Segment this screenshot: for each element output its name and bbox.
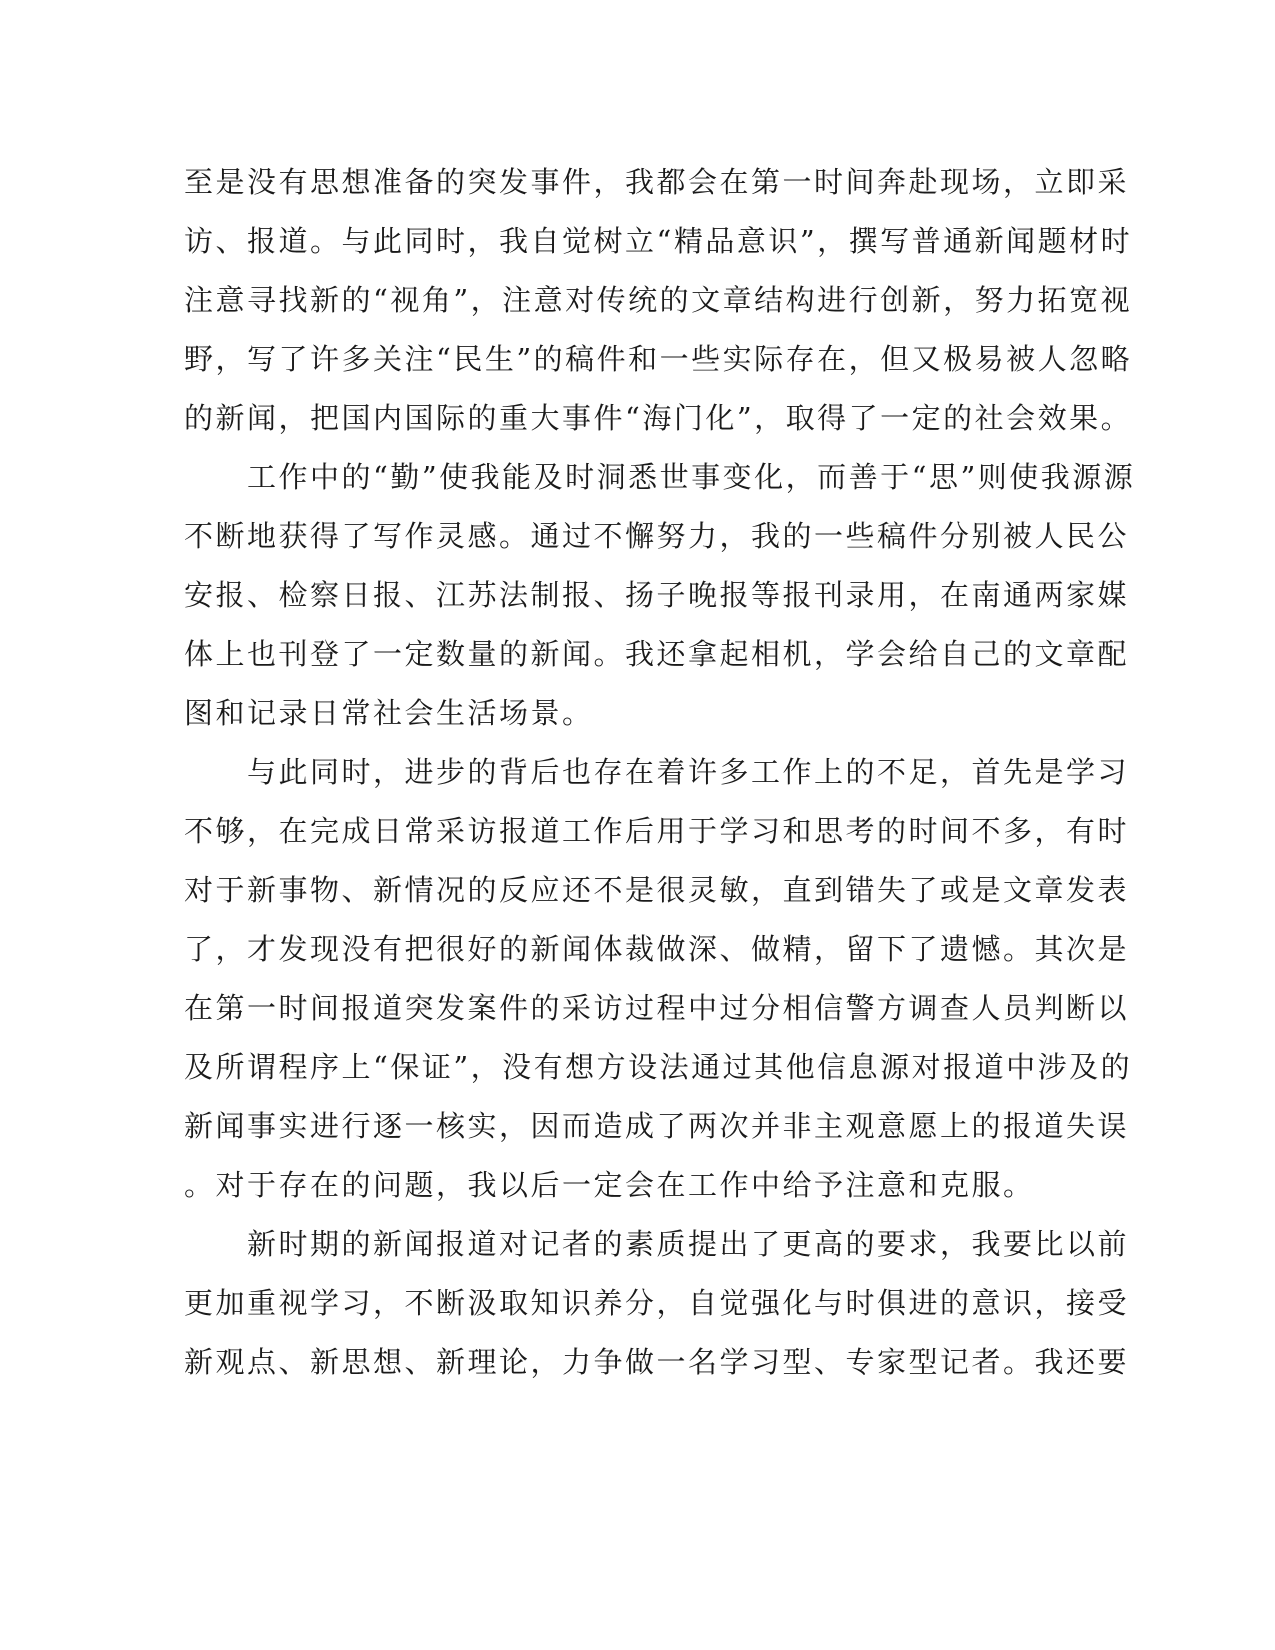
text-line: 新闻事实进行逐一核实，因而造成了两次并非主观意愿上的报道失误 bbox=[184, 1109, 1130, 1143]
text-line: 新观点、新思想、新理论，力争做一名学习型、专家型记者。我还要 bbox=[184, 1345, 1130, 1379]
text-line: 安报、检察日报、江苏法制报、扬子晚报等报刊录用，在南通两家媒 bbox=[184, 578, 1130, 612]
text-line: 对于新事物、新情况的反应还不是很灵敏，直到错失了或是文章发表 bbox=[184, 873, 1130, 907]
text-line: 。对于存在的问题，我以后一定会在工作中给予注意和克服。 bbox=[184, 1168, 1035, 1202]
text-line: 体上也刊登了一定数量的新闻。我还拿起相机，学会给自己的文章配 bbox=[184, 637, 1130, 671]
text-line: 新时期的新闻报道对记者的素质提出了更高的要求，我要比以前 bbox=[184, 1227, 1130, 1261]
text-line: 与此同时，进步的背后也存在着许多工作上的不足，首先是学习 bbox=[184, 755, 1130, 789]
text-line: 至是没有思想准备的突发事件，我都会在第一时间奔赴现场，立即采 bbox=[184, 165, 1130, 199]
text-line: 在第一时间报道突发案件的采访过程中过分相信警方调查人员判断以 bbox=[184, 991, 1130, 1025]
text-line: 工作中的“勤”使我能及时洞悉世事变化，而善于“思”则使我源源 bbox=[184, 460, 1136, 494]
text-line: 及所谓程序上“保证”，没有想方设法通过其他信息源对报道中涉及的 bbox=[184, 1050, 1133, 1084]
text-line: 注意寻找新的“视角”，注意对传统的文章结构进行创新，努力拓宽视 bbox=[184, 283, 1133, 317]
text-line: 更加重视学习，不断汲取知识养分，自觉强化与时俱进的意识，接受 bbox=[184, 1286, 1130, 1320]
text-line: 访、报道。与此同时，我自觉树立“精品意识”，撰写普通新闻题材时 bbox=[184, 224, 1133, 258]
text-line: 野，写了许多关注“民生”的稿件和一些实际存在，但又极易被人忽略 bbox=[184, 342, 1133, 376]
text-line: 不够，在完成日常采访报道工作后用于学习和思考的时间不多，有时 bbox=[184, 814, 1130, 848]
text-line: 的新闻，把国内国际的重大事件“海门化”，取得了一定的社会效果。 bbox=[184, 401, 1133, 435]
text-line: 了，才发现没有把很好的新闻体裁做深、做精，留下了遗憾。其次是 bbox=[184, 932, 1130, 966]
text-line: 图和记录日常社会生活场景。 bbox=[184, 696, 594, 730]
text-line: 不断地获得了写作灵感。通过不懈努力，我的一些稿件分别被人民公 bbox=[184, 519, 1130, 553]
